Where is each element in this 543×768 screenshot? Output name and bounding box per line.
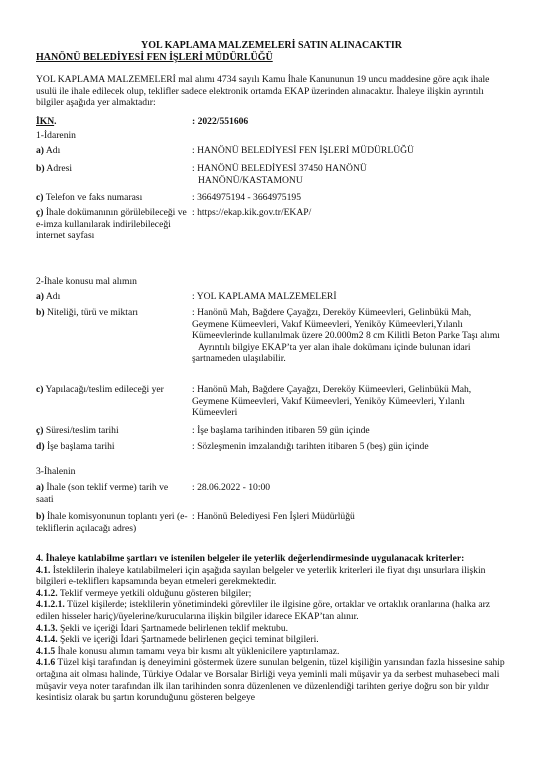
row-label: [36, 441, 188, 453]
criteria-number: 4.1.2.1.: [36, 599, 65, 611]
document-title: YOL KAPLAMA MALZEMELERİ SATIN ALINACAKTIR: [141, 40, 402, 51]
row-letter: a): [36, 145, 44, 156]
section-2-title: 2-İhale konusu mal alımın: [36, 276, 137, 287]
criteria-number: 4.1.: [36, 564, 51, 576]
ikn-label-dot: .: [54, 116, 57, 127]
row-label: [36, 425, 188, 437]
row-label-text: İşe başlama tarihi: [46, 441, 115, 452]
section-1-title: 1-İdarenin: [36, 130, 76, 141]
row-label-text: Adı: [45, 291, 61, 302]
row-value: : 28.06.2022 - 10:00: [192, 482, 271, 493]
criteria-item: [36, 588, 506, 600]
row-value: : Hanönü Belediyesi Fen İşleri Müdürlüğü: [192, 511, 355, 522]
criteria-title: 4. İhaleye katılabilme şartları ve istenilen belgeler ile yeterlik değerlendirmesinde uygulanacak kriterler:: [36, 553, 465, 564]
criteria-item: [36, 634, 506, 646]
criteria-text: Teklif vermeye yetkili olduğunu gösteren bilgiler;: [57, 587, 252, 599]
criteria-text: Şekli ve içeriği İdari Şartnamede belirlenen teklif mektubu.: [57, 622, 289, 634]
row-label-text: Adresi: [46, 163, 72, 174]
criteria-number: 4.1.6: [36, 657, 56, 669]
item-description-note: Ayrıntılı bilgiye EKAP’ta yer alan ihale dokümanı içinde bulunan idari şartnameden ulaşılabilir.: [192, 341, 471, 365]
row-letter: d): [36, 441, 45, 452]
row-value: [192, 163, 502, 186]
criteria-text: Şekli ve içeriği İdari Şartnamede belirlenen geçici teminat bilgileri.: [57, 634, 319, 646]
criteria-item: [36, 657, 506, 703]
criteria-number: 4.1.3.: [36, 622, 58, 634]
row-label-text: İhale komisyonunun toplantı yeri (e-tekliflerin açılacağı adres): [36, 511, 188, 534]
row-label-text: Niteliği, türü ve miktarı: [46, 307, 139, 318]
row-label-text: Adı: [45, 145, 61, 156]
row-value: : YOL KAPLAMA MALZEMELERİ: [192, 291, 337, 302]
row-letter: b): [36, 163, 45, 174]
row-value: [192, 307, 502, 365]
criteria-item: [36, 623, 506, 635]
row-value: : 3664975194 - 3664975195: [192, 192, 301, 203]
row-label: [36, 384, 188, 396]
row-label: [36, 207, 188, 242]
ikn-label: [36, 116, 57, 128]
row-label-text: İhale (son teklif verme) tarih ve saati: [36, 482, 169, 505]
row-value: : HANÖNÜ BELEDİYESİ FEN İŞLERİ MÜDÜRLÜĞÜ: [192, 145, 414, 156]
item-description-text: : Hanönü Mah, Bağdere Çayağzı, Dereköy Kümeevleri, Gelinbükü Mah, Geymene Kümeevleri, Vakıf Kümeevleri, Yeniköy Kümeevleri,Yılanlı Kümeevlerinde kullanılmak üzere 20.000m2 8 cm Kilitli Beton Parke Taşı alımı: [192, 307, 500, 342]
row-letter: c): [36, 384, 44, 395]
section-3-title: 3-İhalenin: [36, 466, 76, 477]
criteria-item: [36, 565, 506, 588]
ikn-label-text: İKN: [36, 116, 55, 127]
row-label: [36, 482, 188, 505]
row-label: [36, 307, 188, 319]
row-value: : Sözleşmenin imzalandığı tarihten itibaren 5 (beş) gün içinde: [192, 441, 429, 452]
ekap-link[interactable]: : https://ekap.kik.gov.tr/EKAP/: [192, 207, 312, 218]
ikn-value: : 2022/551606: [192, 116, 249, 127]
address-line-1: : HANÖNÜ BELEDİYESİ 37450 HANÖNÜ: [192, 163, 367, 174]
row-letter: a): [36, 482, 44, 493]
row-letter: a): [36, 291, 44, 302]
address-line-2: HANÖNÜ/KASTAMONU: [198, 174, 303, 186]
criteria-text: Tüzel kişi tarafından iş deneyimini göstermek üzere sunulan belgenin, tüzel kişiliğin yarısından fazla hissesine sahip ortağına ait olması halinde, Türkiye Odalar ve Borsalar Birliği veya yeminli mali müşavir ya da serbest muhasebeci mali müşavir veya noter tarafından ilk ilan tarihinden sonra düzenlenen ve düzenlendiği tarihten geriye doğru son bir yıldır kesintisiz olarak bu şartın korunduğunu gösteren belgeye: [36, 657, 505, 704]
row-letter: ç): [36, 425, 44, 436]
criteria-section: [36, 553, 506, 704]
criteria-text: Tüzel kişilerde; isteklilerin yönetimindeki görevliler ile ilgisine göre, ortaklar ve ortaklık oranlarına (halka arz edilen hisseler hariç)/üyelerine/kurucularına ilişkin bilgiler idarece EKAP’tan alınır.: [36, 599, 491, 622]
row-label: [36, 291, 188, 303]
row-label-text: Süresi/teslim tarihi: [45, 425, 119, 436]
criteria-text: İsteklilerin ihaleye katılabilmeleri için aşağıda sayılan belgeler ve yeterlik kriterleri ile fiyat dışı unsurlara ilişkin bilgileri e-tekliflerı kapsamında beyan etmeleri gerekmektedir.: [36, 564, 486, 588]
row-label: [36, 511, 188, 534]
row-label-text: Telefon ve faks numarası: [45, 192, 143, 203]
criteria-item: [36, 599, 506, 622]
criteria-item: [36, 646, 506, 658]
row-label-text: İhale dokümanının görülebileceği ve e-imza kullanılarak indirilebileceği internet sayfası: [36, 207, 187, 242]
row-value: : Hanönü Mah, Bağdere Çayağzı, Dereköy Kümeevleri, Gelinbükü Mah, Geymene Kümeevleri, Vakıf Kümeevleri, Yeniköy Kümeevleri, Yılanlı Kümeevleri: [192, 384, 472, 419]
intro-paragraph: YOL KAPLAMA MALZEMELERİ mal alımı 4734 sayılı Kamu İhale Kanununun 19 uncu maddesine göre açık ihale usulü ile ihale edilecek olup, teklifler sadece elektronik ortamda EKAP üzerinden alınacaktır. İhaleye ilişkin ayrıntılı bilgiler aşağıda yer almaktadır:: [36, 74, 490, 109]
document-subtitle: HANÖNÜ BELEDİYESİ FEN İŞLERİ MÜDÜRLÜĞÜ: [36, 52, 273, 63]
criteria-number: 4.1.4.: [36, 634, 58, 646]
row-letter: ç): [36, 207, 44, 218]
row-label: [36, 145, 188, 157]
criteria-text: İhale konusu alımın tamamı veya bir kısmı alt yüklenicilere yaptırılamaz.: [55, 645, 340, 657]
row-value: : İşe başlama tarihinden itibaren 59 gün içinde: [192, 425, 370, 436]
row-label: [36, 192, 188, 204]
row-letter: c): [36, 192, 44, 203]
criteria-number: 4.1.5: [36, 645, 56, 657]
row-letter: b): [36, 307, 45, 318]
row-letter: b): [36, 511, 45, 522]
row-label: [36, 163, 188, 175]
row-label-text: Yapılacağı/teslim edileceği yer: [45, 384, 164, 395]
criteria-number: 4.1.2.: [36, 587, 58, 599]
